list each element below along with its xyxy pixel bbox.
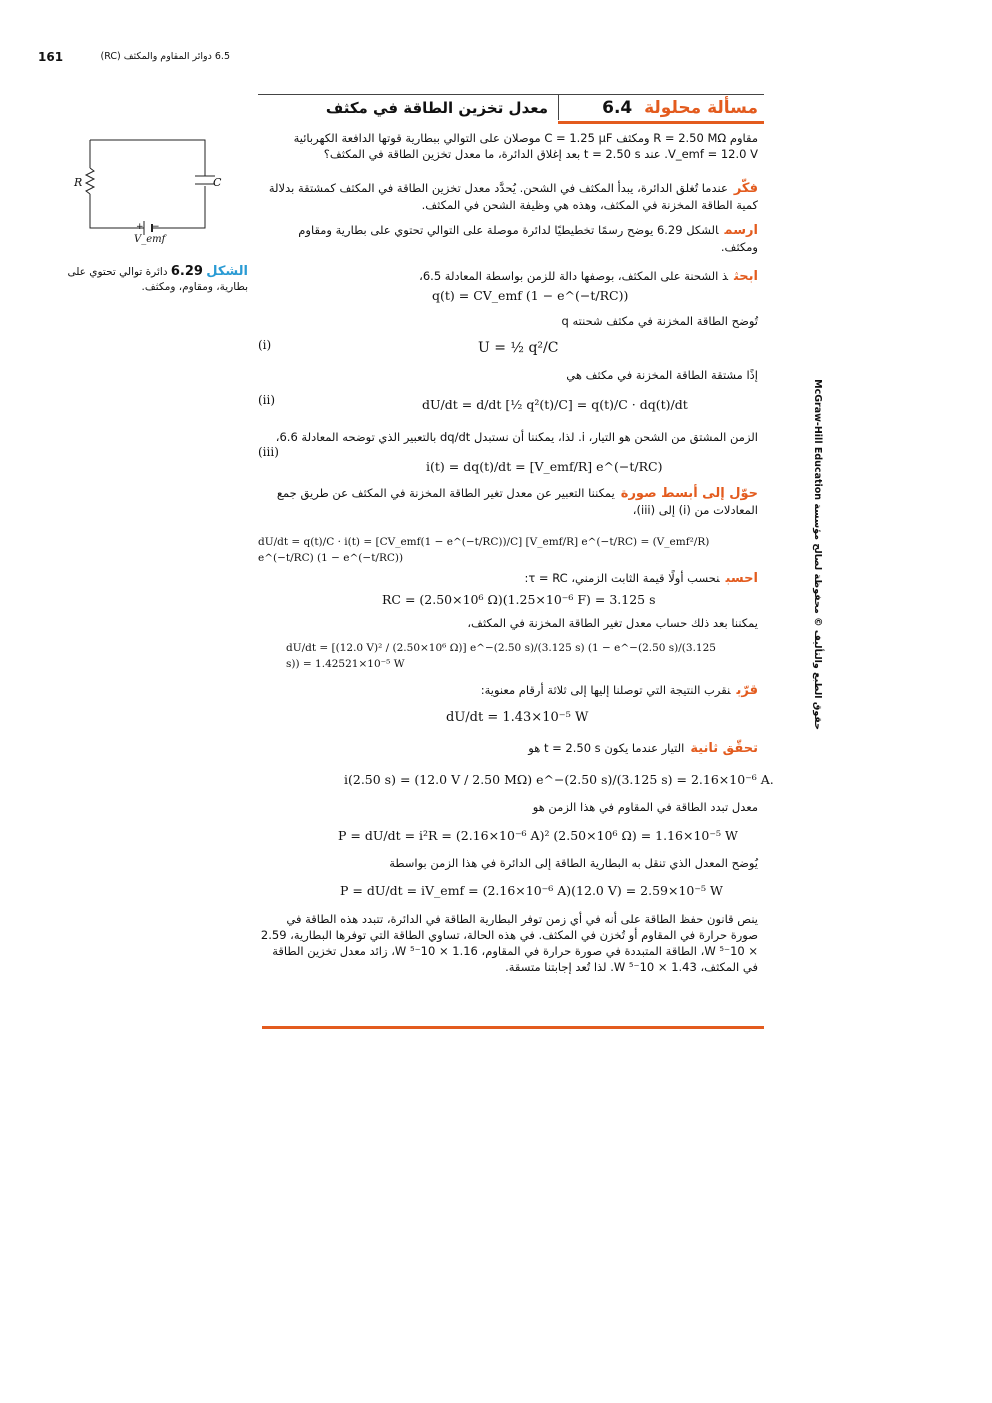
- simplify-step: حوّل إلى أبسط صورةيمكننا التعبير عن معدل تغير الطاقة المخزنة في المكثف عن طريق جمع المعادلات من (i) إلى (iii)،: [276, 486, 758, 517]
- header-accent-line: [558, 121, 764, 124]
- simplify-label: حوّل إلى أبسط صورة: [620, 486, 758, 501]
- conclusion: ينص قانون حفظ الطاقة على أنه في أي زمن توفر البطارية الطاقة في الدائرة، تتبدد هذه الطاقة في صورة حرارة في المقاوم أو تُخزن في المكثف. في هذه الحالة، تساوي الطاقة التي توفرها البطارية، 2.59 × 10⁻⁵ W، الطاقة المتبددة في صورة حرارة في المقاوم، 1.16 × 10⁻⁵ W، زائد معدل تخزين الطاقة في المكثف، 1.43 × 10⁻⁵ W. لذا تُعد إجابتنا متسقة.: [260, 912, 758, 974]
- bottom-accent-line: [262, 1026, 764, 1029]
- calculate-then: يمكننا بعد ذلك حساب معدل تغير الطاقة المخزنة في المكثف،: [467, 616, 758, 630]
- running-header: 6.5 دوائر المقاوم والمكثف (RC): [100, 51, 230, 62]
- battery-minus: −: [152, 222, 160, 232]
- eq-check-resistor: P = dU/dt = i²R = (2.16×10⁻⁶ A)² (2.50×10⁶ Ω) = 1.16×10⁻⁵ W: [338, 828, 738, 843]
- round-label: قرّب: [736, 683, 758, 698]
- eq-ii: dU/dt = d/dt [½ q²(t)/C] = q(t)/C · dq(t)/dt: [422, 397, 688, 412]
- figure-caption: الشكل 6.29 دائرة توالي تحتوي على بطارية، ومقاوم، ومكثف.: [67, 264, 248, 293]
- eq-check-current: i(2.50 s) = (12.0 V / 2.50 MΩ) e^−(2.50 s)/(3.125 s) = 2.16×10⁻⁶ A.: [344, 772, 774, 787]
- eq-i-label: (i): [258, 338, 272, 352]
- eq-iii: i(t) = dq(t)/dt = [V_emf/R] e^(−t/RC): [426, 459, 663, 474]
- research-label: ابحث: [733, 269, 758, 284]
- figure-number: 6.29: [170, 264, 203, 279]
- think-step: فكّرعندما تُغلق الدائرة، يبدأ المكثف في الشحن. يُحدَّد معدل تخزين الطاقة في المكثف كمشتقة بدلالة كمية الطاقة المخزنة في المكثف، وهذه هي وظيفة الشحن في المكثف.: [268, 181, 758, 212]
- energy-intro: تُوضح الطاقة المخزنة في مكثف شحنته q: [561, 314, 758, 328]
- eq-du: dU/dt = [(12.0 V)² / (2.50×10⁶ Ω)] e^−(2.50 s)/(3.125 s) (1 − e^−(2.50 s)/(3.125 s)) = 1.42521×10⁻⁵ W: [286, 642, 716, 670]
- problem-label: مسألة محلولة 6.4: [602, 98, 758, 118]
- current-intro: الزمن المشتق من الشحن هو التيار، i. لذا، يمكننا أن نستبدل dq/dt بالتعبير الذي توضحه المعادلة 6.6،: [275, 430, 758, 444]
- problem-number: 6.4: [602, 98, 633, 118]
- eq-check-battery: P = dU/dt = iV_emf = (2.16×10⁻⁶ A)(12.0 V) = 2.59×10⁻⁵ W: [340, 883, 723, 898]
- battery-plus: +: [136, 222, 144, 232]
- deriv-intro: إذًا مشتقة الطاقة المخزنة في مكثف هي: [566, 368, 758, 382]
- round-step: قرّبنقرب النتيجة التي توصلنا إليها إلى ثلاثة أرقام معنوية:: [480, 683, 758, 698]
- battery-intro: يُوضح المعدل الذي تنقل به البطارية الطاقة إلى الدائرة في هذا الزمن بواسطة: [389, 856, 758, 870]
- think-label: فكّر: [733, 181, 758, 196]
- eq-i: U = ½ q²/C: [478, 340, 559, 356]
- eq-iii-label: (iii): [258, 445, 279, 459]
- problem-statement: مقاوم R = 2.50 MΩ ومكثف C = 1.25 μF موصلان على التوالي ببطارية قوتها الدافعة الكهربائية V_emf = 12.0 V. عند t = 2.50 s بعد إغلاق الدائرة، ما معدل تخزين الطاقة في المكثف؟: [293, 131, 758, 161]
- resistor-symbol: [86, 168, 94, 194]
- resistor-intro: معدل تبدد الطاقة في المقاوم في هذا الزمن هو: [532, 800, 758, 814]
- check-step: تحقّق ثانيةالتيار عندما يكون t = 2.50 s هو: [528, 741, 758, 756]
- sketch-step: ارسمالشكل 6.29 يوضح رسمًا تخطيطيًا لدائرة موصلة على التوالي تحتوي على بطارية ومقاوم ومكثف.: [298, 223, 758, 254]
- battery-label: V_emf: [134, 234, 166, 245]
- capacitor-label: C: [213, 176, 222, 189]
- calculate-label: احسب: [725, 571, 758, 586]
- resistor-label: R: [74, 176, 83, 189]
- eq-round: dU/dt = 1.43×10⁻⁵ W: [446, 710, 589, 725]
- sketch-label: ارسم: [724, 223, 758, 238]
- circuit-diagram: [60, 128, 230, 250]
- check-label: تحقّق ثانية: [690, 741, 758, 756]
- eq-charge: q(t) = CV_emf (1 − e^(−t/RC)): [432, 288, 629, 303]
- research-step: ابحثذ الشحنة على المكثف، بوصفها دالة للزمن بواسطة المعادلة 6.5،: [419, 269, 758, 284]
- problem-header: [258, 94, 764, 122]
- problem-title: معدل تخزين الطاقة في مكثف: [325, 99, 548, 117]
- header-top-line: [258, 94, 764, 95]
- page-number: 161: [38, 50, 64, 64]
- eq-rc: RC = (2.50×10⁶ Ω)(1.25×10⁻⁶ F) = 3.125 s: [382, 592, 656, 607]
- eq-simplify: dU/dt = q(t)/C · i(t) = [CV_emf(1 − e^(−t/RC))/C] [V_emf/R] e^(−t/RC) = (V_emf²/R) e^(−t/RC) (1 − e^(−t/RC)): [258, 536, 710, 564]
- calculate-step: احسبنحسب أولًا قيمة الثابت الزمني، τ = RC:: [524, 571, 758, 586]
- header-divider: [558, 94, 559, 120]
- figure-label: الشكل: [206, 264, 248, 279]
- eq-ii-label: (ii): [258, 393, 276, 407]
